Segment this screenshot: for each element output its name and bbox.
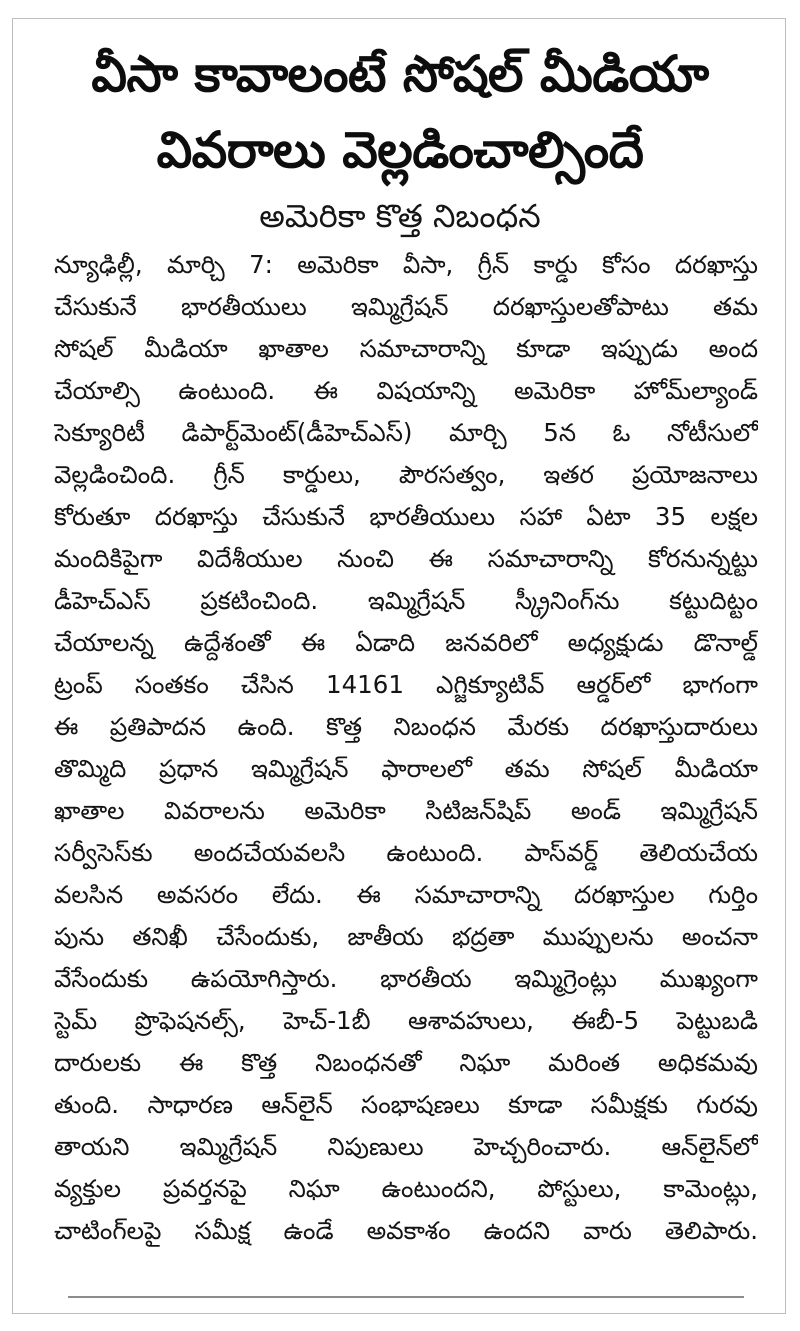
body-line: న్యూఢిల్లీ, మార్చి 7: అమెరికా వీసా, గ్రీన్ కార్డు కోసం దరఖాస్తు	[54, 250, 758, 279]
headline-line-1: వీసా కావాలంటే సోషల్ మీడియా	[91, 45, 709, 103]
body-line: ఖాతాల వివరాలను అమెరికా సిటిజన్‌షిప్ అండ్ ఇమ్మిగ్రేషన్	[54, 796, 758, 825]
body-line: చేయాలన్న ఉద్దేశంతో ఈ ఏడాది జనవరిలో అధ్యక్షుడు డొనాల్డ్	[54, 628, 758, 657]
body-line: వ్యక్తుల ప్రవర్తనపై నిఘా ఉంటుందని, పోస్టులు, కామెంట్లు,	[54, 1174, 758, 1203]
bottom-divider	[68, 1296, 744, 1298]
body-line: చేయాల్సి ఉంటుంది. ఈ విషయాన్ని అమెరికా హోమ్‌ల్యాండ్	[54, 376, 758, 405]
article-body	[54, 244, 758, 1252]
body-line: తాయని ఇమ్మిగ్రేషన్ నిపుణులు హెచ్చరించారు. ఆన్‌లైన్‌లో	[54, 1132, 758, 1161]
body-line: మందికిపైగా విదేశీయుల నుంచి ఈ సమాచారాన్ని కోరనున్నట్టు	[54, 544, 758, 573]
headline-line-2: వివరాలు వెల్లడించాల్సిందే	[156, 121, 644, 179]
body-line: సోషల్ మీడియా ఖాతాల సమాచారాన్ని కూడా ఇప్పుడు అంద	[54, 334, 758, 363]
body-line: సెక్యూరిటీ డిపార్ట్‌మెంట్(డీహెచ్ఎస్) మార్చి 5న ఓ నోటీసులో	[54, 418, 758, 447]
body-line: స్టెమ్ ప్రొఫెషనల్స్, హెచ్-1బీ ఆశావహులు, ఈబీ-5 పెట్టుబడి	[54, 1006, 758, 1035]
body-line: సర్వీసెస్‌కు అందచేయవలసి ఉంటుంది. పాస్‌వర్డ్ తెలియచేయ	[54, 838, 758, 867]
body-line: చాటింగ్‌లపై సమీక్ష ఉండే అవకాశం ఉందని వారు తెలిపారు.	[54, 1216, 758, 1245]
body-line: చేసుకునే భారతీయులు ఇమ్మిగ్రేషన్ దరఖాస్తులతోపాటు తమ	[54, 292, 758, 321]
body-line: దారులకు ఈ కొత్త నిబంధనతో నిఘా మరింత అధికమవు	[54, 1048, 758, 1077]
body-line: వేసేందుకు ఉపయోగిస్తారు. భారతీయ ఇమ్మిగ్రెంట్లు ముఖ్యంగా	[54, 964, 758, 993]
body-line: డీహెచ్ఎస్ ప్రకటించింది. ఇమ్మిగ్రేషన్ స్క్రీనింగ్‌ను కట్టుదిట్టం	[54, 586, 758, 615]
body-line: వలసిన అవసరం లేదు. ఈ సమాచారాన్ని దరఖాస్తుల గుర్తిం	[54, 880, 758, 909]
body-line: వెల్లడించింది. గ్రీన్ కార్డులు, పౌరసత్వం, ఇతర ప్రయోజనాలు	[54, 460, 758, 489]
body-line: కోరుతూ దరఖాస్తు చేసుకునే భారతీయులు సహా ఏటా 35 లక్షల	[54, 502, 758, 531]
body-line: పును తనిఖీ చేసేందుకు, జాతీయ భద్రతా ముప్పులను అంచనా	[54, 922, 758, 951]
subheadline: అమెరికా కొత్త నిబంధన	[259, 197, 541, 235]
body-line: ఈ ప్రతిపాదన ఉంది. కొత్త నిబంధన మేరకు దరఖాస్తుదారులు	[54, 712, 758, 741]
body-line: తొమ్మిది ప్రధాన ఇమ్మిగ్రేషన్ ఫారాలలో తమ సోషల్ మీడియా	[54, 754, 758, 783]
body-line: ట్రంప్ సంతకం చేసిన 14161 ఎగ్జిక్యూటివ్ ఆర్డర్‌లో భాగంగా	[54, 670, 758, 699]
body-line: తుంది. సాధారణ ఆన్‌లైన్ సంభాషణలు కూడా సమీక్షకు గురవు	[54, 1090, 758, 1119]
